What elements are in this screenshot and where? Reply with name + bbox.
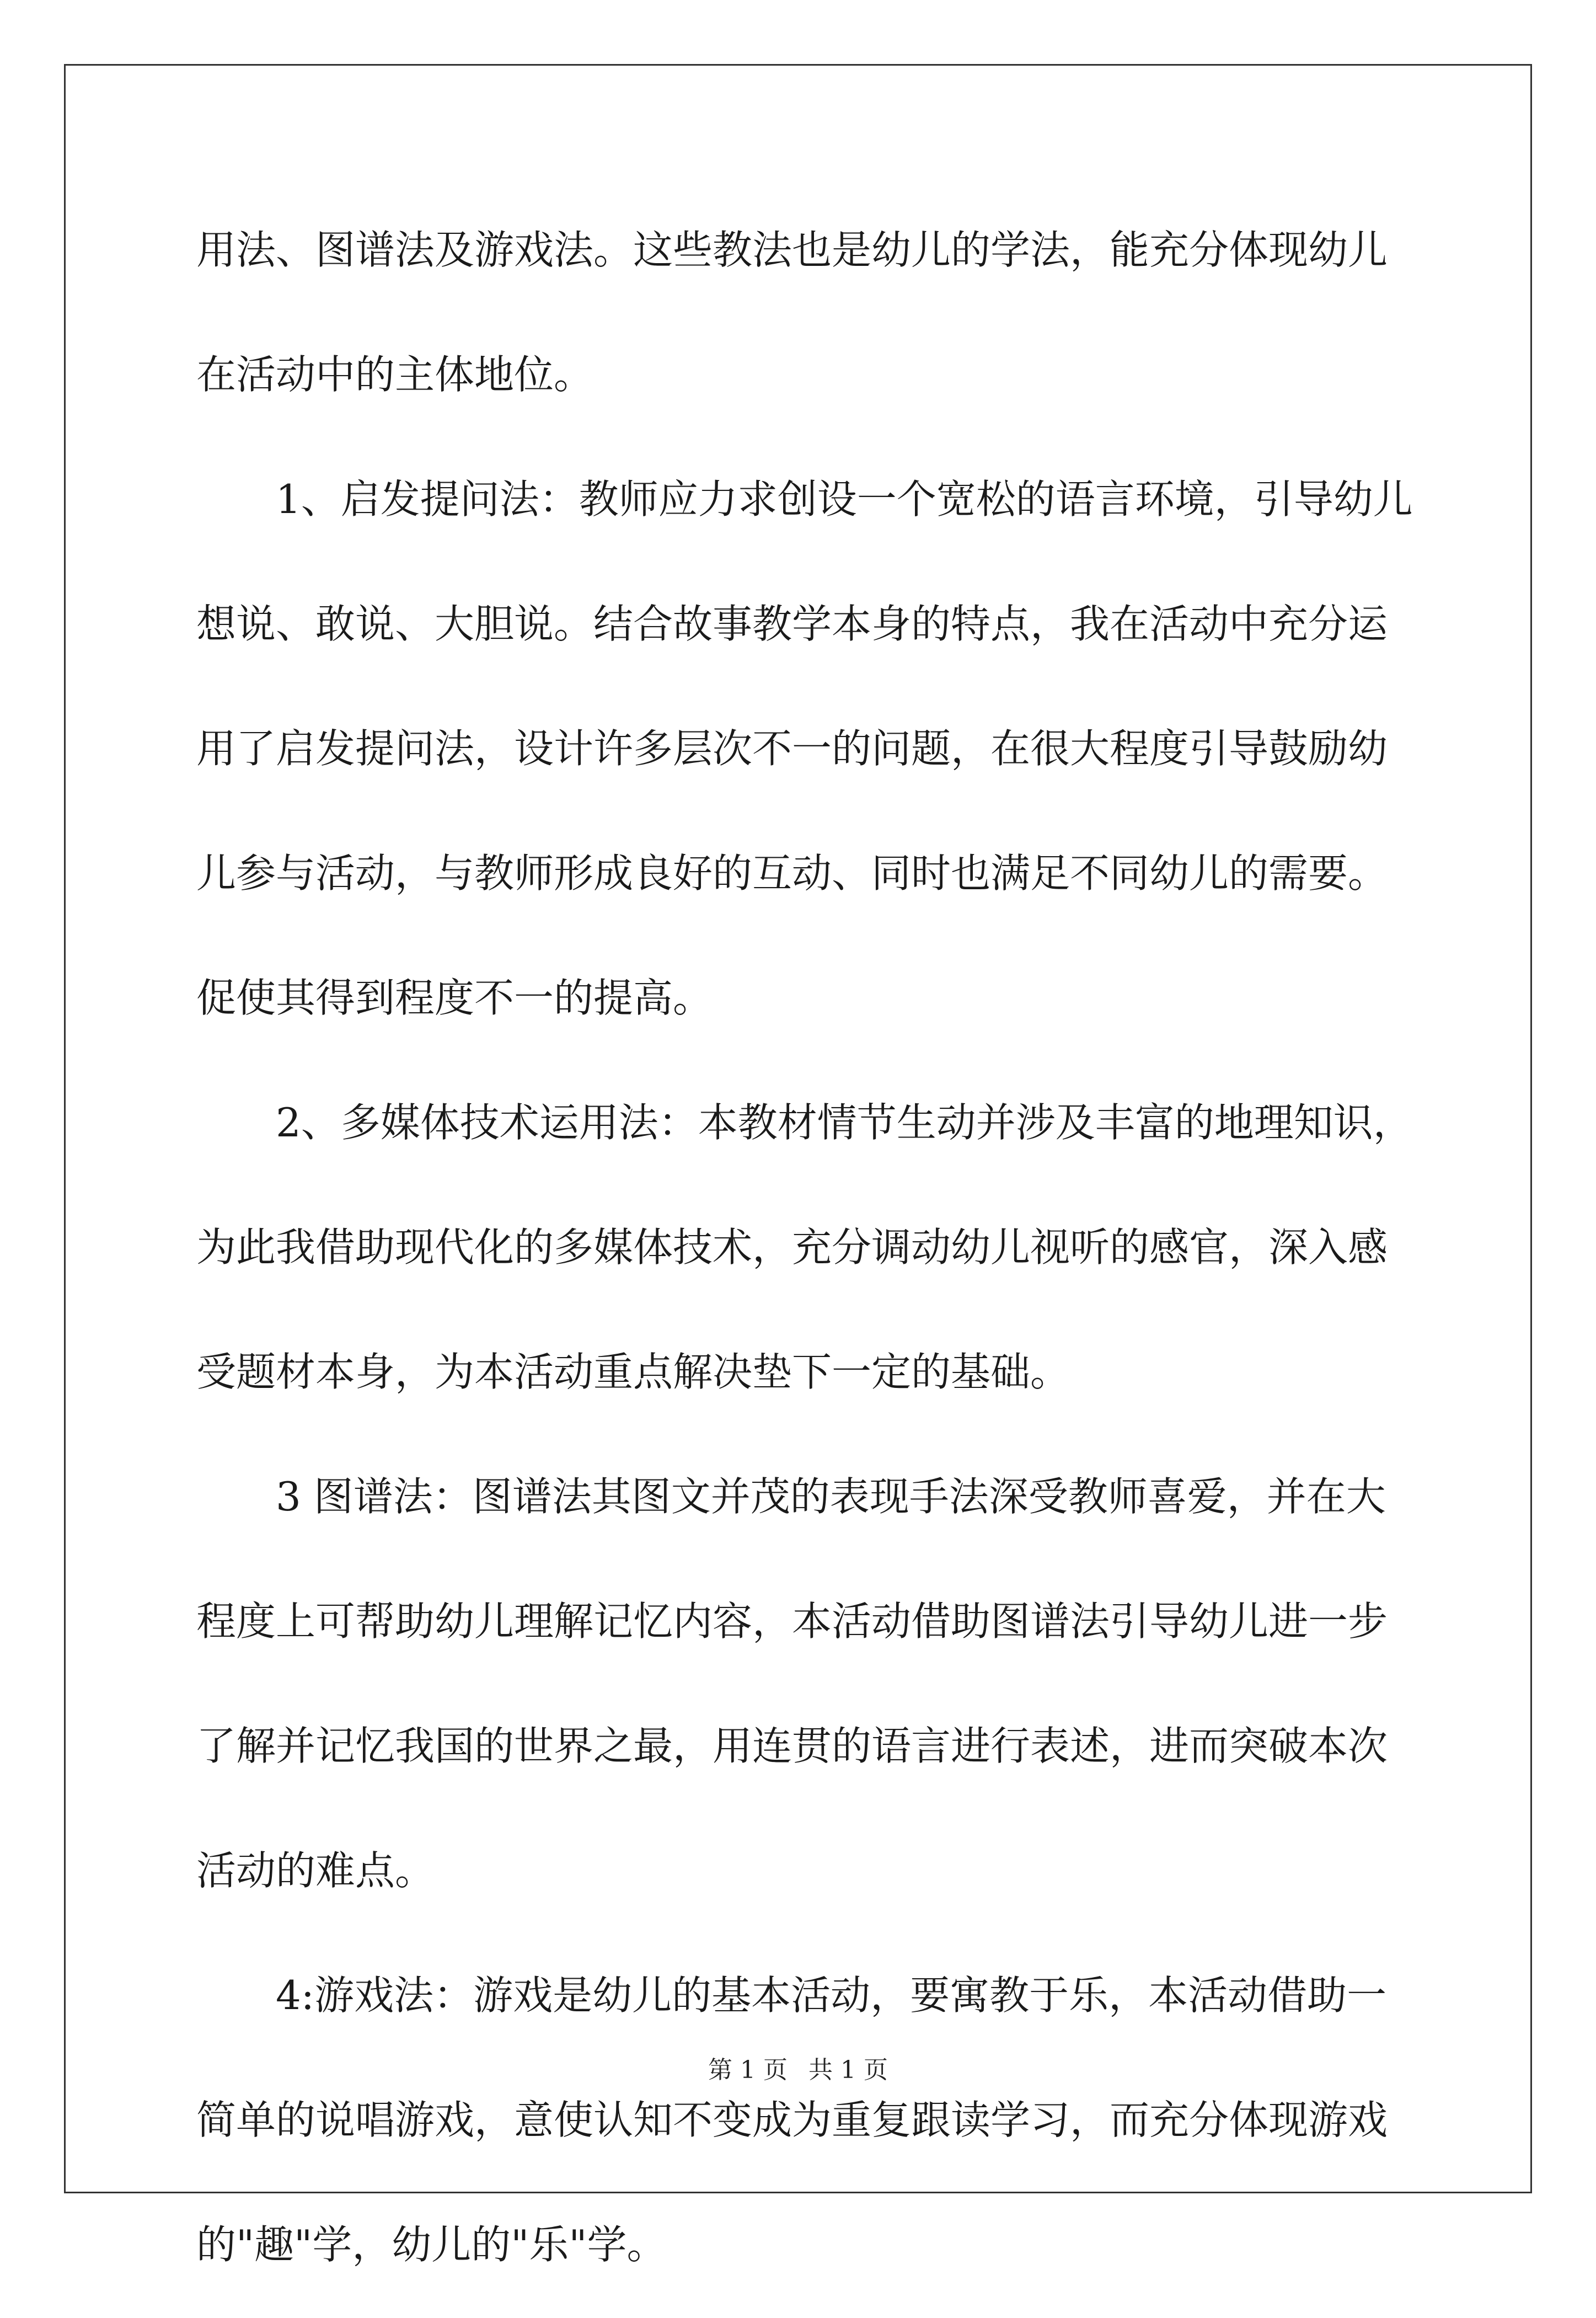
text-line-1: 用法、图谱法及游戏法。这些教法也是幼儿的学法，能充分体现幼儿 [196,227,1388,273]
text-line-16: 简单的说唱游戏，意使认知不变成为重复跟读学习，而充分体现游戏 [196,2097,1388,2143]
text-line-3: 1、启发提问法：教师应力求创设一个宽松的语言环境，引导幼儿 [276,476,1413,522]
page-total: 共 1 页 [808,2056,888,2084]
text-line-15: 4:游戏法：游戏是幼儿的基本活动，要寓教于乐，本活动借助一 [276,1972,1387,2018]
text-line-13: 了解并记忆我国的世界之最，用连贯的语言进行表述，进而突破本次 [196,1723,1388,1769]
text-line-11: 3 图谱法：图谱法其图文并茂的表现手法深受教师喜爱，并在大 [276,1473,1386,1520]
text-line-17: 的"趣"学，幼儿的"乐"学。 [196,2221,667,2268]
page-number: 第 1 页 [708,2056,788,2084]
text-line-9: 为此我借助现代化的多媒体技术，充分调动幼儿视听的感官，深入感 [196,1224,1388,1270]
text-line-2: 在活动中的主体地位。 [196,351,594,398]
page-footer [0,2050,1596,2085]
text-line-4: 想说、敢说、大胆说。结合故事教学本身的特点，我在活动中充分运 [196,601,1388,647]
text-line-14: 活动的难点。 [196,1847,435,1894]
text-line-8: 2、多媒体技术运用法：本教材情节生动并涉及丰富的地理知识， [276,1099,1413,1146]
document-body [196,199,1413,2318]
text-line-12: 程度上可帮助幼儿理解记忆内容，本活动借助图谱法引导幼儿进一步 [196,1598,1388,1644]
text-line-5: 用了启发提问法，设计许多层次不一的问题，在很大程度引导鼓励幼 [196,725,1388,772]
text-line-6: 儿参与活动，与教师形成良好的互动、同时也满足不同幼儿的需要。 [196,850,1388,896]
text-line-7: 促使其得到程度不一的提高。 [196,975,713,1021]
text-line-10: 受题材本身，为本活动重点解决垫下一定的基础。 [196,1349,1070,1395]
